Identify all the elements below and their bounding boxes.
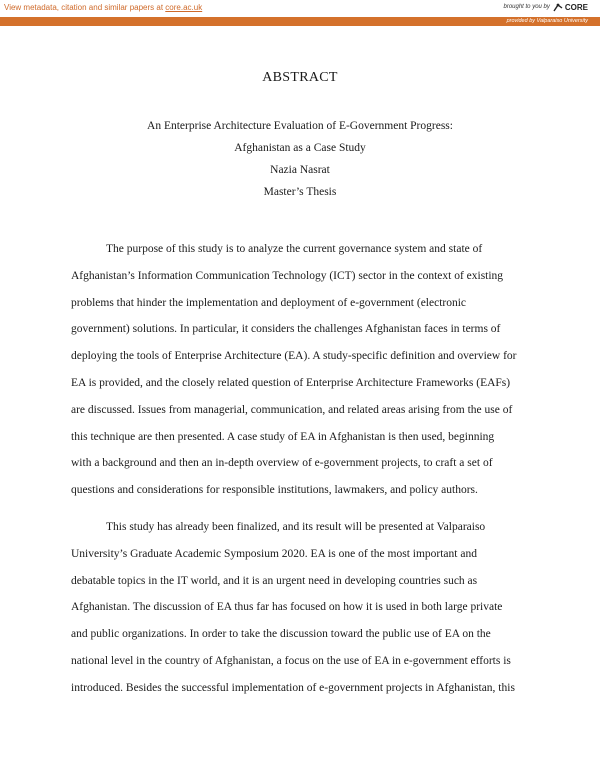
paragraph-line: University’s Graduate Academic Symposium 2020. EA is one of the most important and [71,547,477,560]
thesis-title-line-1: An Enterprise Architecture Evaluation of E-Government Progress: [147,120,453,132]
abstract-paragraph-2 [71,514,541,702]
paragraph-line: deploying the tools of Enterprise Architecture (EA). A study-specific definition and overview for [71,350,517,363]
paragraph-line: and public organizations. In order to take the discussion toward the public use of EA on the [71,628,491,641]
core-metadata-link[interactable] [4,3,202,12]
core-logo-icon [553,2,563,12]
abstract-heading: ABSTRACT [262,70,338,85]
core-link-url[interactable]: core.ac.uk [165,3,203,12]
paragraph-line: Afghanistan’s Information Communication Technology (ICT) sector in the context of existing [71,269,504,282]
core-logo-text: CORE [564,2,588,12]
paragraph-line: questions and considerations for responsible institutions, lawmakers, and policy authors. [71,484,478,497]
paragraph-line: this technique are then presented. A case study of EA in Afghanistan is then used, beginning [71,430,495,443]
paragraph-line: problems that hinder the implementation and deployment of e-government (electronic [71,296,467,309]
paragraph-line: with a background and then an in-depth overview of e-government projects, to craft a set of [71,457,493,470]
provided-by-text: provided by Valparaiso University [506,18,588,24]
core-banner [0,0,600,28]
paragraph-line: The purpose of this study is to analyze the current governance system and state of [106,243,483,255]
brought-by-text: brought to you by [503,4,550,10]
paragraph-line: EA is provided, and the closely related question of Enterprise Architecture Frameworks (EAFs) [71,376,511,389]
author-name: Nazia Nasrat [270,164,330,176]
paragraph-line: national level in the country of Afghanistan, a focus on the use of EA in e-government efforts is [71,654,511,667]
paragraph-line: government) solutions. In particular, it considers the challenges Afghanistan faces in terms of [71,323,501,336]
paragraph-line: This study has already been finalized, and its result will be presented at Valparaiso [106,521,486,533]
paragraph-line: are discussed. Issues from managerial, communication, and related areas arising from the use of [71,403,513,416]
paragraph-line: debatable topics in the IT world, and it is an urgent need in developing countries such as [71,574,478,587]
degree-label: Master’s Thesis [263,186,337,198]
core-logo[interactable] [553,2,588,12]
core-provided-strip [0,17,600,26]
thesis-title-line-2: Afghanistan as a Case Study [234,142,366,154]
paragraph-line: Afghanistan. The discussion of EA thus far has focused on how it is used in both large private [71,601,503,614]
core-brand[interactable] [504,2,589,12]
abstract-paragraph-1 [71,236,541,504]
paragraph-line: introduced. Besides the successful implementation of e-government projects in Afghanistan, this [71,681,515,694]
core-link-prefix: View metadata, citation and similar papers at [4,3,166,12]
